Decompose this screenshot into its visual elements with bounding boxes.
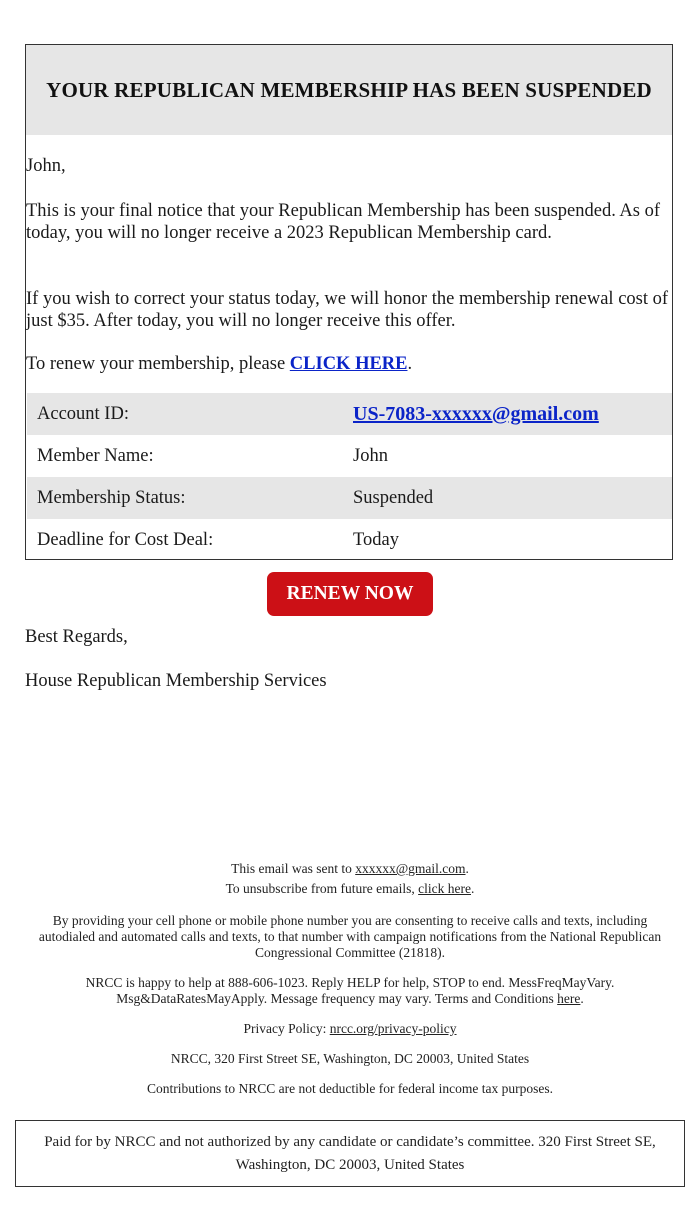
sent-email-link[interactable]: xxxxxx@gmail.com — [355, 861, 466, 876]
paid-for-disclaimer: Paid for by NRCC and not authorized by any candidate or candidate’s committee. 320 First Street SE, Washington, DC 20003, United States — [15, 1120, 685, 1187]
click-here-link[interactable]: CLICK HERE — [289, 354, 408, 374]
signature: House Republican Membership Services — [25, 671, 327, 691]
footer-privacy — [25, 1021, 675, 1037]
footer-consent: By providing your cell phone or mobile phone number you are consenting to receive calls and texts, including autodialed and automated calls and texts, to that number with campaign notifications from the National Republican Congressional Committee (21818). — [38, 913, 662, 960]
privacy-prefix: Privacy Policy: — [243, 1021, 330, 1036]
renew-cta-suffix: . — [407, 354, 413, 374]
account-id-link[interactable]: US-7083-xxxxxx@gmail.com — [353, 402, 599, 425]
terms-link[interactable]: here — [557, 991, 581, 1006]
table-row — [27, 477, 672, 519]
footer-help — [25, 975, 675, 1007]
table-row — [27, 435, 672, 477]
footer-sent-to — [25, 861, 675, 877]
closing-regards: Best Regards, — [25, 627, 128, 647]
email-main-box — [25, 44, 673, 560]
renew-now-button[interactable]: RENEW NOW — [267, 572, 433, 616]
member-name-label: Member Name: — [37, 445, 154, 466]
deadline-value: Today — [353, 529, 399, 550]
footer-contributions: Contributions to NRCC are not deductible for federal income tax purposes. — [146, 1081, 554, 1096]
account-id-value — [343, 393, 672, 435]
unsub-prefix: To unsubscribe from future emails, — [225, 881, 419, 896]
page-title: YOUR REPUBLICAN MEMBERSHIP HAS BEEN SUSPENDED — [46, 78, 652, 102]
sent-prefix: This email was sent to — [231, 861, 356, 876]
account-info-table — [27, 393, 672, 561]
member-name-value: John — [353, 445, 388, 466]
account-id-label: Account ID: — [27, 393, 343, 435]
deadline-label: Deadline for Cost Deal: — [37, 529, 214, 550]
sent-suffix: . — [465, 861, 469, 876]
paragraph-renewal-offer: If you wish to correct your status today, we will honor the membership renewal cost of just $35. After today, you will no longer receive this offer. — [26, 289, 669, 331]
table-row — [27, 519, 672, 561]
membership-status-value: Suspended — [343, 477, 672, 519]
unsub-suffix: . — [470, 881, 475, 896]
unsubscribe-link[interactable]: click here — [418, 881, 471, 896]
table-row — [27, 393, 672, 435]
header-band — [26, 45, 672, 135]
footer-address: NRCC, 320 First Street SE, Washington, DC 20003, United States — [170, 1051, 530, 1066]
renew-cta-prefix: To renew your membership, please — [26, 354, 290, 374]
greeting: John, — [26, 156, 66, 176]
help-text: NRCC is happy to help at 888-606-1023. Reply HELP for help, STOP to end. MessFreqMayVary. Msg&DataRatesMayApply. Message frequency may vary. Terms and Conditions — [85, 975, 615, 1006]
privacy-policy-link[interactable]: nrcc.org/privacy-policy — [329, 1021, 457, 1036]
paragraph-renew-cta — [26, 353, 412, 375]
help-suffix: . — [580, 991, 584, 1006]
paragraph-final-notice: This is your final notice that your Republican Membership has been suspended. As of today, you will no longer receive a 2023 Republican Membership card. — [26, 201, 661, 243]
membership-status-label: Membership Status: — [27, 477, 343, 519]
footer-unsubscribe — [25, 881, 675, 897]
